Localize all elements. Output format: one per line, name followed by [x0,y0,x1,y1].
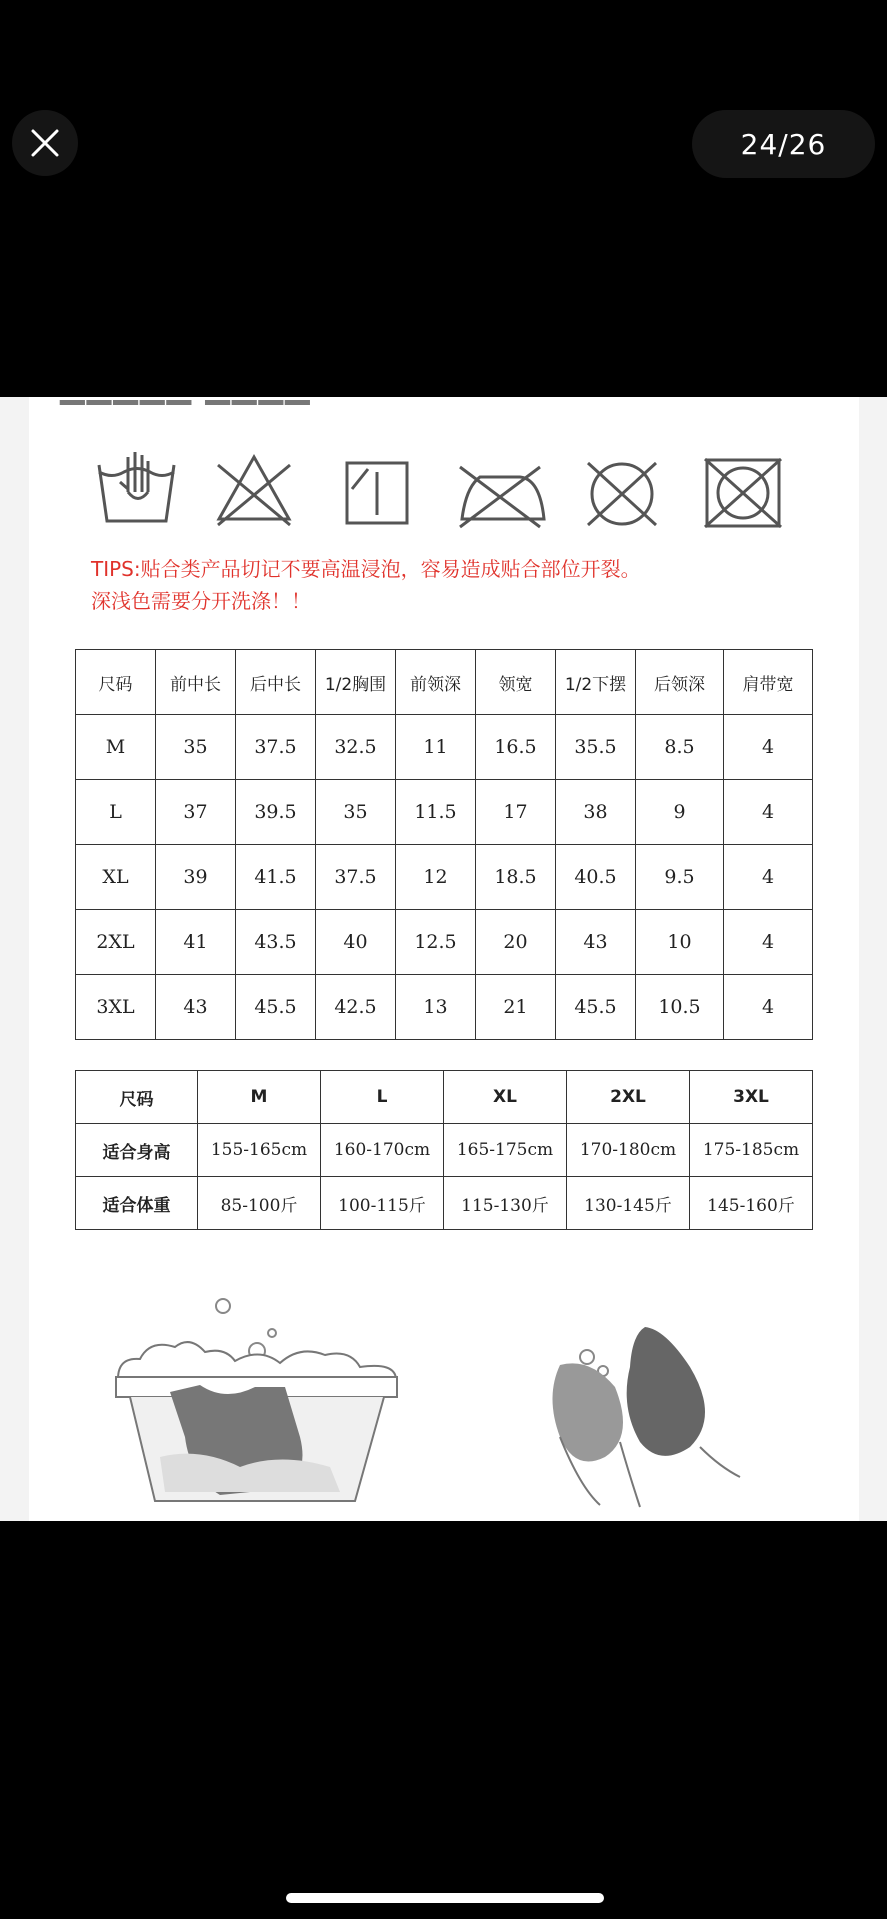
hand-wash-icon [99,452,174,521]
table-cell: 10.5 [636,975,724,1040]
close-button[interactable] [12,110,78,176]
image-counter: 24/26 [692,110,875,178]
do-not-iron-icon [460,467,544,527]
tips-line-1: TIPS:贴合类产品切记不要高温浸泡，容易造成贴合部位开裂。 [91,557,641,581]
table-cell: 45.5 [236,975,316,1040]
table-cell: 170-180cm [567,1124,690,1177]
table-cell: L [76,780,156,845]
table-cell: 39 [156,845,236,910]
table-cell: 37.5 [236,715,316,780]
table-cell: 40 [316,910,396,975]
table-row [76,715,813,780]
table-cell: 12.5 [396,910,476,975]
header-cell: 1/2下摆 [556,650,636,715]
table-row [76,845,813,910]
header-cell: M [198,1071,321,1124]
line-dry-icon [347,463,407,523]
cropped-heading-text: ▁▁▁▁▁ ▁▁▁▁ [60,367,312,405]
table-cell: 35 [156,715,236,780]
header-cell: 1/2胸围 [316,650,396,715]
table-cell: 4 [724,845,813,910]
table-cell: 4 [724,715,813,780]
table-cell: 41.5 [236,845,316,910]
table-cell: 9.5 [636,845,724,910]
close-icon [30,128,60,158]
table-cell: 130-145斤 [567,1177,690,1230]
table-cell: 85-100斤 [198,1177,321,1230]
header-cell: 后中长 [236,650,316,715]
header-cell: 前领深 [396,650,476,715]
table-cell: 35 [316,780,396,845]
table-cell: 37 [156,780,236,845]
table-cell: 35.5 [556,715,636,780]
table-cell: 21 [476,975,556,1040]
header-cell: XL [444,1071,567,1124]
table-cell: 155-165cm [198,1124,321,1177]
table-cell: 4 [724,780,813,845]
table-cell: 8.5 [636,715,724,780]
table-cell: 145-160斤 [690,1177,813,1230]
table-cell: 43 [556,910,636,975]
header-cell: 3XL [690,1071,813,1124]
table-cell: 17 [476,780,556,845]
header-cell: 领宽 [476,650,556,715]
row-label: 适合体重 [76,1177,198,1230]
table-cell: 100-115斤 [321,1177,444,1230]
do-not-tumble-dry-icon [705,459,781,527]
table-cell: 43 [156,975,236,1040]
do-not-bleach-icon [218,457,290,525]
row-label: 适合身高 [76,1124,198,1177]
size-chart-header-row [76,650,813,715]
table-cell: 3XL [76,975,156,1040]
care-icons-row [0,397,887,537]
table-cell: M [76,715,156,780]
header-cell: 后领深 [636,650,724,715]
table-cell: 16.5 [476,715,556,780]
table-cell: 12 [396,845,476,910]
table-cell: 165-175cm [444,1124,567,1177]
table-cell: 32.5 [316,715,396,780]
washing-illustrations [0,1277,887,1521]
header-cell: L [321,1071,444,1124]
fit-guide-table [75,1070,813,1230]
table-cell: 37.5 [316,845,396,910]
table-cell: 115-130斤 [444,1177,567,1230]
table-cell: 2XL [76,910,156,975]
table-row [76,975,813,1040]
table-cell: 9 [636,780,724,845]
table-cell: 39.5 [236,780,316,845]
header-cell: 肩带宽 [724,650,813,715]
image-viewer[interactable] [0,367,887,1521]
table-cell: 43.5 [236,910,316,975]
table-cell: 40.5 [556,845,636,910]
table-cell: 160-170cm [321,1124,444,1177]
header-cell: 尺码 [76,1071,198,1124]
table-cell: 4 [724,975,813,1040]
header-cell: 尺码 [76,650,156,715]
hand-wash-basin-illustration [116,1299,397,1501]
table-cell: XL [76,845,156,910]
do-not-dry-clean-icon [588,463,656,525]
table-cell: 175-185cm [690,1124,813,1177]
table-cell: 42.5 [316,975,396,1040]
table-cell: 4 [724,910,813,975]
table-cell: 38 [556,780,636,845]
table-row [76,910,813,975]
table-cell: 18.5 [476,845,556,910]
table-row [76,780,813,845]
table-cell: 11.5 [396,780,476,845]
size-chart-table [75,649,813,1040]
header-cell: 2XL [567,1071,690,1124]
table-cell: 13 [396,975,476,1040]
tips-line-2: 深浅色需要分开洗涤！！ [91,589,311,613]
table-cell: 41 [156,910,236,975]
table-cell: 10 [636,910,724,975]
home-indicator[interactable] [286,1893,604,1903]
table-row [76,1124,813,1177]
table-cell: 45.5 [556,975,636,1040]
table-cell: 11 [396,715,476,780]
table-row [76,1177,813,1230]
table-cell: 20 [476,910,556,975]
header-cell: 前中长 [156,650,236,715]
fit-guide-header-row [76,1071,813,1124]
care-tips [91,553,851,617]
hand-squeeze-pads-illustration [553,1327,741,1507]
